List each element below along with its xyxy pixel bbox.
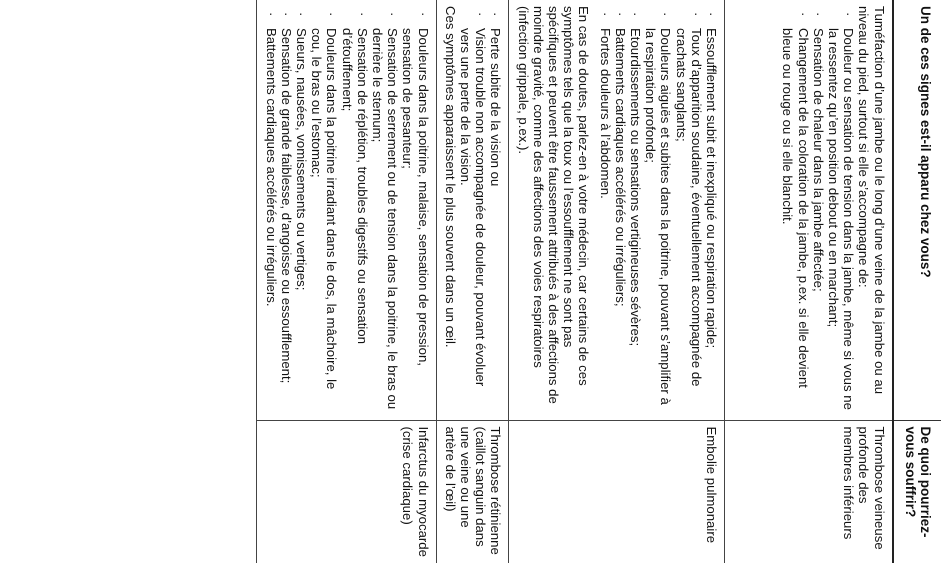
symptoms-cell xyxy=(436,0,509,420)
symptom-list xyxy=(597,6,719,414)
symptom-item: · Douleurs aiguës et subites dans la poitrine, pouvant s’amplifier à la respiration profonde; xyxy=(643,28,673,414)
symptom-item: · Etourdissements ou sensations vertigineuses sévères; xyxy=(628,28,643,414)
symptom-item: · Douleurs dans la poitrine irradiant dans le dos, la mâchoire, le cou, le bras ou l’estomac; xyxy=(309,28,339,414)
table-row xyxy=(436,0,509,563)
symptom-item: · Battements cardiaques accélérés ou irréguliers. xyxy=(263,28,278,414)
condition-cell: Thrombose rétinienne (caillot sanguin dans une veine ou une artère de l’œil) xyxy=(442,426,504,555)
table-row xyxy=(509,0,725,563)
symptom-item: · Sensation de serrement ou de tension dans la poitrine, le bras ou derrière le sternum; xyxy=(370,28,400,414)
symptom-item: · Perte subite de la vision ou xyxy=(488,28,503,414)
symptom-item: · Toux d’apparition soudaine, éventuellement accompagnée de crachats sanglants; xyxy=(673,28,703,414)
condition-cell: Infarctus du myocarde (crise cardiaque) xyxy=(400,426,431,557)
symptom-item: · Vision trouble non accompagnée de douleur, pouvant évoluer vers une perte de la vision. xyxy=(458,28,488,414)
row-note: Ces symptômes apparaissent le plus souvent dans un œil. xyxy=(442,6,458,348)
signs-column-header: Un de ces signes est-il apparu chez vous? xyxy=(893,0,941,420)
symptoms-table xyxy=(256,0,941,563)
symptom-item: · Sensation de réplétion, troubles digestifs ou sensation d’étouffement; xyxy=(339,28,369,414)
symptom-item: · Battements cardiaques accélérés ou irréguliers; xyxy=(613,28,628,414)
symptom-item: · Changement de la coloration de la jambe, p.ex. si elle devient bleue ou rouge ou si elle blanchit. xyxy=(780,28,810,414)
symptom-list xyxy=(780,6,856,414)
symptom-item: · Douleurs dans la poitrine, malaise, sensation de pression, sensation de pesanteur; xyxy=(400,28,430,414)
symptom-item: · Sensation de grande faiblesse, d’angoisse ou essoufflement; xyxy=(279,28,294,414)
symptom-item: · Douleur ou sensation de tension dans la jambe, même si vous ne la ressentez qu’en position debout ou en marchant; xyxy=(826,28,856,414)
symptom-list xyxy=(263,6,430,414)
symptoms-cell xyxy=(725,0,893,420)
condition-column-header: De quoi pourriez-vous souffrir? xyxy=(902,426,933,538)
condition-cell: Thrombose veineuse profonde des membres inférieurs xyxy=(841,426,887,550)
table-row xyxy=(725,0,893,563)
symptoms-cell xyxy=(257,0,436,420)
symptom-item: · Fortes douleurs à l’abdomen. xyxy=(597,28,612,414)
symptom-list xyxy=(458,6,504,414)
row-note: En cas de doutes, parlez-en à votre médecin, car certains de ces symptômes tels que la toux ou l’essoufflement ne sont pas spécifiques et peuvent être faussement attribués à des affections de moindre gravité, comme des affections des voies respiratoires (infection grippale, p.ex.). xyxy=(515,6,592,404)
symptom-item: · Sueurs, nausées, vomissements ou vertiges; xyxy=(294,28,309,414)
symptoms-cell xyxy=(509,0,725,420)
row-intro: Tuméfaction d’une jambe ou le long d’une veine de la jambe ou au niveau du pied, surtout si elle s’accompagne de: xyxy=(856,6,887,395)
symptom-item: · Sensation de chaleur dans la jambe affectée; xyxy=(811,28,826,414)
table-row xyxy=(257,0,436,563)
symptom-item: · Essoufflement subit et inexpliqué ou respiration rapide; xyxy=(704,28,719,414)
table-header-row xyxy=(893,0,941,563)
condition-cell: Embolie pulmonaire xyxy=(704,426,720,544)
